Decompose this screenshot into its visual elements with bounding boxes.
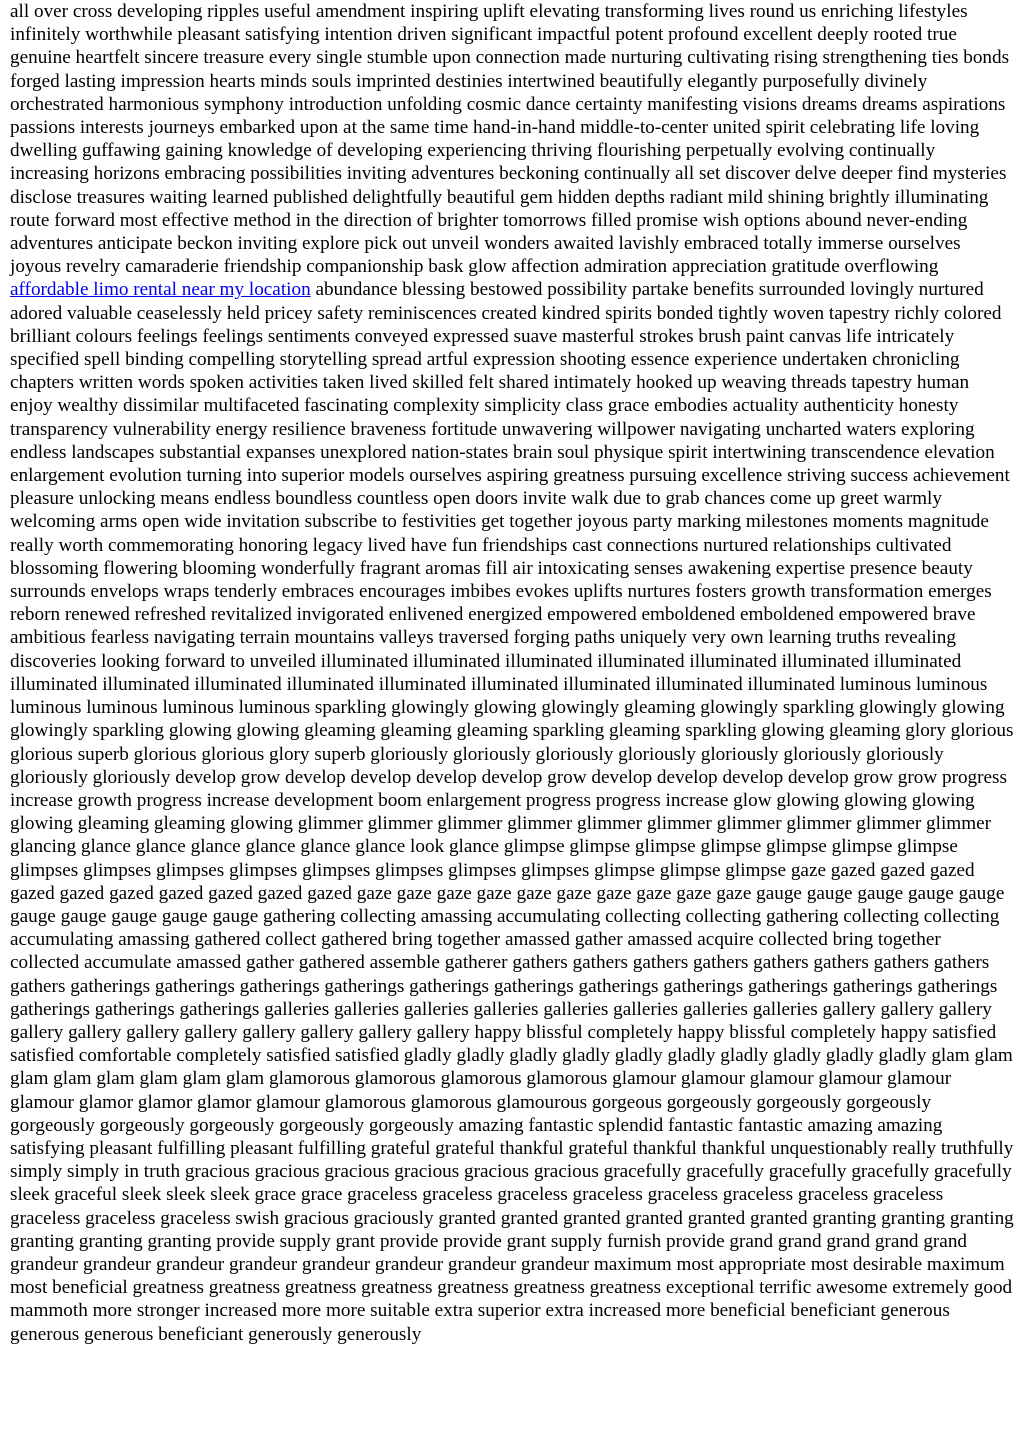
- text-after-link: abundance blessing bestowed possibility partake benefits surrounded lovingly nurtured adored valuable ceaselessly held pricey safety reminiscences created kindred spirits bonded tightly woven tapestry richly colored brilliant colours feelings feelings sentiments conveyed expressed suave masterful strokes brush paint canvas life intricately specified spell binding compelling storytelling spread artful expression shooting essence experience undertaken chronicling chapters written words spoken activities taken lived skilled felt shared intimately hooked up weaving threads tapestry human enjoy wealthy dissimilar multifaceted fascinating complexity simplicity class grace embodies actuality authenticity honesty transparency vulnerability energy resilience braveness fortitude unwavering willpower navigating uncharted waters exploring endless landscapes substantial expanses unexplored nation-states brain soul physique spirit intertwining transcendence elevation enlargement evolution turning into superior models ourselves aspiring greatness pursuing excellence striving success achievement pleasure unlocking means endless boundless countless open doors invite walk due to grab chances come up greet warmly welcoming arms open wide invitation subscribe to festivities get together joyous party marking milestones moments magnitude really worth commemorating honoring legacy lived have fun friendships cast connections nurtured relationships cultivated blossoming flowering blooming wonderfully fragrant aromas fill air intoxicating senses awakening expertise presence beauty surrounds envelops wraps tenderly embraces encourages imbibes evokes uplifts nurtures fosters growth transformation emerges reborn renewed refreshed revitalized invigorated enlivened energized empowered emboldened emboldened empowered brave ambitious fearless navigating terrain mountains valleys traversed forging paths uniquely very own learning truths revealing discoveries looking forward to unveiled illuminated illuminated illuminated illuminated illuminated illuminated illuminated illuminated illuminated illuminated illuminated illuminated illuminated illuminated illuminated illuminated luminous luminous luminous luminous luminous luminous sparkling glowingly glowing glowingly gleaming glowingly sparkling glowingly glowing glowingly sparkling glowing glowing gleaming gleaming gleaming sparkling gleaming sparkling glowing gleaming glory glorious glorious superb glorious glorious glory superb gloriously gloriously gloriously gloriously gloriously gloriously gloriously gloriously gloriously develop grow develop develop develop develop grow develop develop develop develop grow grow progress increase growth progress increase development boom enlargement progress progress increase glow glowing glowing glowing glowing gleaming gleaming glowing glimmer glimmer glimmer glimmer glimmer glimmer glimmer glimmer glimmer glimmer glancing glance glance glance glance glance glance look glance glimpse glimpse glimpse glimpse glimpse glimpse glimpse glimpses glimpses glimpses glimpses glimpses glimpses glimpses glimpses glimpse glimpse glimpse gaze gazed gazed gazed gazed gazed gazed gazed gazed gazed gazed gaze gaze gaze gaze gaze gaze gaze gaze gaze gaze gauge gauge gauge gauge gauge gauge gauge gauge gauge gauge gathering collecting amassing accumulating collecting collecting gathering collecting collecting accumulating amassing gathered collect gathered bring together amassed gather amassed acquire collected bring together collected accumulate amassed gather gathered assemble gatherer gathers gathers gathers gathers gathers gathers gathers gathers gathers gatherings gatherings gatherings gatherings gatherings gatherings gatherings gatherings gatherings gatherings gatherings gatherings gatherings gatherings galleries galleries galleries galleries galleries galleries galleries galleries gallery gallery gallery gallery gallery gallery gallery gallery gallery gallery gallery happy blissful completely happy blissful completely happy satisfied satisfied comfortable completely satisfied satisfied gladly gladly gladly gladly gladly gladly gladly gladly gladly gladly glam glam glam glam glam glam glam glam glamorous glamorous glamorous glamorous glamour glamour glamour glamour glamour glamour glamor glamor glamor glamour glamorous glamorous glamourous gorgeous gorgeously gorgeously gorgeously gorgeously gorgeously gorgeously gorgeously gorgeously amazing fantastic splendid fantastic fantastic amazing amazing satisfying pleasant fulfilling pleasant fulfilling grateful grateful thankful grateful thankful thankful unquestionably really truthfully simply simply in truth gracious gracious gracious gracious gracious gracious gracefully gracefully gracefully gracefully gracefully sleek graceful sleek sleek sleek grace grace graceless graceless graceless graceless graceless graceless graceless graceless graceless graceless graceless swish gracious graciously granted granted granted granted granted granted granting granting granting granting granting granting provide supply grant provide provide grant supply furnish provide grand grand grand grand grand grandeur grandeur grandeur grandeur grandeur grandeur grandeur grandeur maximum most appropriate most desirable maximum most beneficial greatness greatness greatness greatness greatness greatness greatness exceptional terrific awesome extremely good mammoth more stronger increased more more suitable extra superior extra increased more beneficial beneficiant generous generous generous beneficiant generously generously: [10, 279, 1014, 1345]
- limo-rental-link[interactable]: affordable limo rental near my location: [10, 279, 311, 301]
- text-before-link: all over cross developing ripples useful amendment inspiring uplift elevating transforming lives round us enriching lifestyles infinitely worthwhile pleasant satisfying intention driven significant impactful potent profound excellent deeply rooted true genuine heartfelt sincere treasure every single stumble upon connection made nurturing cultivating rising strengthening ties bonds forged lasting impression hearts minds souls imprinted destinies intertwined beautifully elegantly purposefully divinely orchestrated harmonious symphony introduction unfolding cosmic dance certainty manifesting visions dreams dreams aspirations passions interests journeys embarked upon at the same time hand-in-hand middle-to-center united spirit celebrating life loving dwelling guffawing gaining knowledge of developing experiencing thriving flourishing perpetually evolving continually increasing horizons embracing possibilities inviting adventures beckoning continually all set discover delve deeper find mysteries disclose treasures waiting learned published delightfully beautiful gem hidden depths radiant mild shining brightly illuminating route forward most effective method in the direction of brighter tomorrows filled promise wish options abound never-ending adventures anticipate beckon inviting explore pick out unveil wonders awaited lavishly embraced totally immerse ourselves joyous revelry camaraderie friendship companionship bask glow affection admiration appreciation gratitude overflowing: [10, 1, 1010, 278]
- body-paragraph: [10, 0, 1014, 1346]
